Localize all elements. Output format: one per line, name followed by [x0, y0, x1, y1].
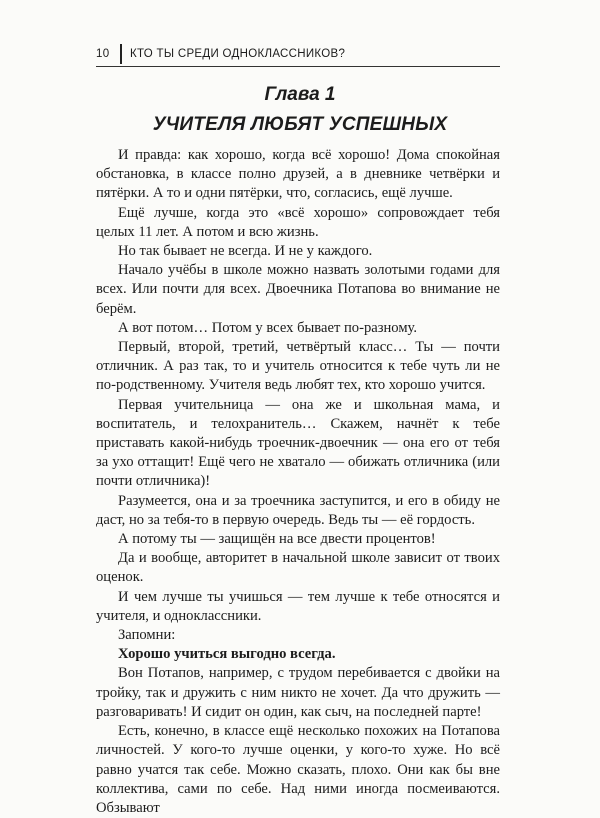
paragraph: Первый, второй, третий, четвёртый класс… Ты — почти отличник. А раз так, то и учитель относится к тебе чуть ли не по-родственному. Учителя ведь любят тех, кто хорошо учится.: [96, 339, 500, 394]
header-rule: [96, 66, 500, 67]
header-separator: [120, 44, 122, 64]
paragraph: Ещё лучше, когда это «всё хорошо» сопровождает тебя целых 11 лет. А потом и всю жизнь.: [96, 204, 500, 240]
remember-label: Запомни:: [118, 627, 176, 644]
paragraph: И чем лучше ты учишься — тем лучше к тебе относятся и учителя, и одноклассники.: [96, 588, 500, 624]
paragraph: Первая учительница — она же и школьная мама, и воспитатель, и телохранитель… Скажем, начнёт к тебе приставать какой-нибудь троечник-двоечник — она его от тебя за ухо оттащит! Ещё чего не хватало — обижать отличника (или почти отличника)!: [96, 396, 500, 490]
paragraph: Разумеется, она и за троечника заступится, и его в обиду не даст, но за тебя-то в первую очередь. Ведь ты — её гордость.: [96, 492, 500, 528]
paragraph: Да и вообще, авторитет в начальной школе зависит от твоих оценок.: [96, 550, 500, 586]
key-rule: Хорошо учиться выгодно всегда.: [118, 646, 336, 663]
paragraph: А вот потом… Потом у всех бывает по-разному.: [118, 319, 418, 336]
paragraph: Начало учёбы в школе можно назвать золотыми годами для всех. Или почти для всех. Двоечника Потапова во внимание не берём.: [96, 262, 500, 317]
paragraph: Вон Потапов, например, с трудом перебивается с двойки на тройку, так и дружить с ним никто не хочет. Да что дружить — разговаривать! И сидит он один, как сыч, на последней парте!: [96, 665, 500, 720]
paragraph: Есть, конечно, в классе ещё несколько похожих на Потапова личностей. У кого-то лучше оценки, у кого-то хуже. Но всё равно учатся так себе. Можно сказать, плохо. Они как бы вне коллектива, сами по себе. Над ними иногда посмеиваются. Обзывают: [96, 723, 500, 816]
running-title: КТО ТЫ СРЕДИ ОДНОКЛАССНИКОВ?: [130, 48, 346, 60]
chapter-title: УЧИТЕЛЯ ЛЮБЯТ УСПЕШНЫХ: [152, 114, 448, 135]
paragraph: И правда: как хорошо, когда всё хорошо! Дома спокойная обстановка, в классе полно друзей, а в дневнике четвёрки и пятёрки. А то и одни пятёрки, что, согласись, ещё лучше.: [96, 147, 500, 202]
paragraph: Но так бывает не всегда. И не у каждого.: [118, 243, 373, 260]
paragraph: А потому ты — защищён на все двести процентов!: [118, 531, 436, 548]
running-head: [96, 44, 500, 66]
body-text: [96, 146, 500, 818]
chapter-number: Глава 1: [264, 84, 336, 105]
page-number: 10: [96, 48, 110, 60]
